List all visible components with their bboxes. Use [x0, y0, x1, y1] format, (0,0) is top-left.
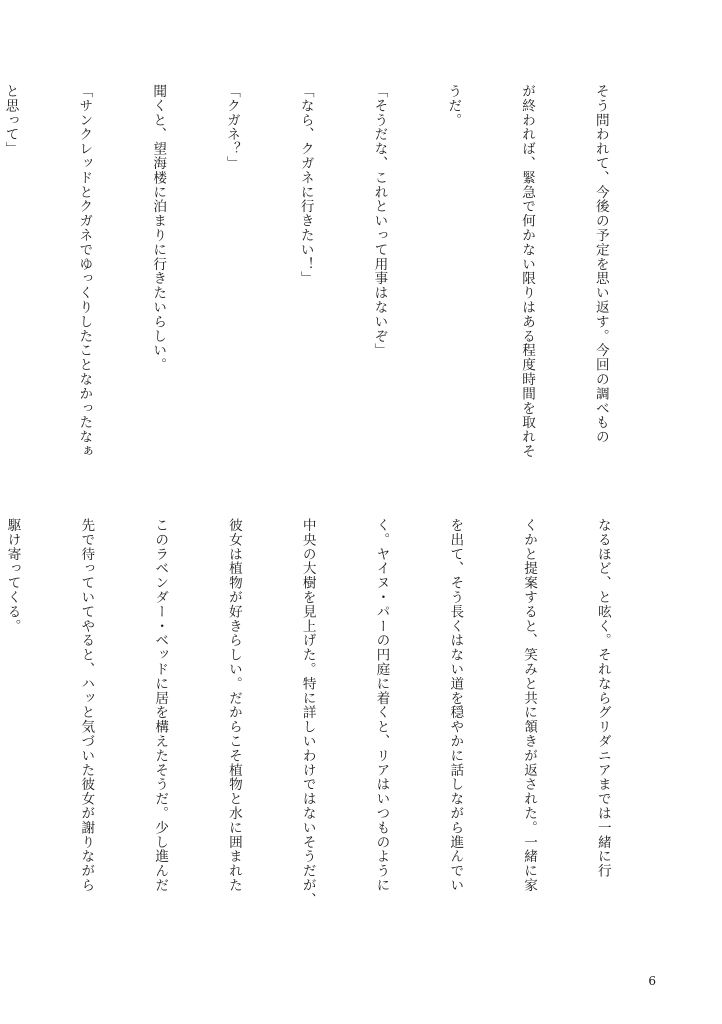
text-line: 聞くと、望海楼に泊まりに行きたいらしい。: [150, 84, 167, 372]
top-text-block: [0, 84, 662, 494]
text-line: くかと提案すると、笑みと共に頷きが返された。一緒に家: [521, 518, 538, 893]
text-line: 中央の大樹を見上げた。特に詳しいわけではないそうだが、: [299, 518, 316, 907]
text-line: と思って」: [2, 84, 19, 156]
text-line: 「なら、クガネに行きたい！」: [297, 84, 314, 286]
text-line: 彼女は植物が好きらしい。だからこそ植物と水に囲まれた: [225, 518, 242, 893]
text-line: 駆け寄ってくる。: [4, 518, 21, 634]
text-line: このラベンダー・ベッドに居を構えたそうだ。少し進んだ: [152, 518, 169, 893]
text-line: そう問われて、今後の予定を思い返す。今回の調べもの: [592, 84, 609, 444]
text-line: 「サンクレッドとクガネでゆっくりしたことなかったなぁ: [76, 84, 93, 459]
bottom-text-block: [0, 518, 664, 938]
page-number: 6: [648, 974, 656, 988]
text-line: く。ヤイヌ・パーの円庭に着くと、リアはいつものように: [373, 518, 390, 893]
text-line: 「クガネ？」: [223, 84, 240, 171]
text-line: なるほど、と呟く。それならグリダニアまでは一緒に行: [594, 518, 611, 878]
text-line: 先で待っていてやると、ハッと気づいた彼女が謝りながら: [78, 518, 95, 893]
text-line: が終われば、緊急で何かない限りはある程度時間を取れそ: [519, 84, 536, 459]
text-line: を出て、そう長くはない道を穏やかに話しながら進んでい: [447, 518, 464, 893]
text-line: 「そうだな、これといって用事はないぞ」: [371, 84, 388, 358]
text-line: うだ。: [445, 84, 462, 128]
